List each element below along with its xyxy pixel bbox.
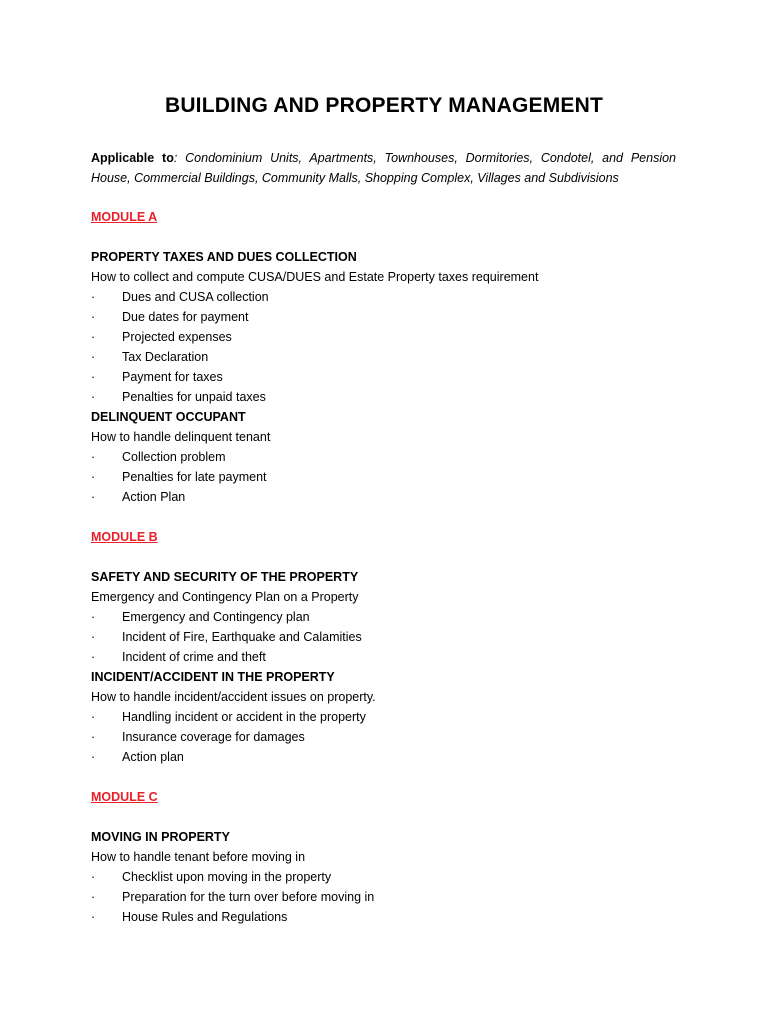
- bullet: ·: [91, 310, 96, 324]
- section-subheading: How to handle tenant before moving in: [91, 850, 306, 864]
- bullet: ·: [91, 710, 96, 724]
- bullet: ·: [91, 750, 96, 764]
- list-item: · Checklist upon moving in the property: [0, 867, 768, 887]
- list-item: · Preparation for the turn over before moving in: [0, 887, 768, 907]
- applicable-paragraph: [91, 148, 676, 188]
- list-item: · Action plan: [0, 747, 768, 767]
- list-item: · Incident of Fire, Earthquake and Calamities: [0, 627, 768, 647]
- section-heading: DELINQUENT OCCUPANT: [91, 410, 246, 424]
- bullet: ·: [91, 490, 96, 504]
- bullet: ·: [91, 610, 96, 624]
- bullet: ·: [91, 290, 96, 304]
- list-item: · House Rules and Regulations: [0, 907, 768, 927]
- bullet: ·: [91, 450, 96, 464]
- list-item: · Projected expenses: [0, 327, 768, 347]
- bullet: ·: [91, 630, 96, 644]
- list-item: · Tax Declaration: [0, 347, 768, 367]
- list-item: · Due dates for payment: [0, 307, 768, 327]
- section-heading: SAFETY AND SECURITY OF THE PROPERTY: [91, 570, 359, 584]
- list-item: · Collection problem: [0, 447, 768, 467]
- bullet: ·: [91, 890, 96, 904]
- module-a-label: MODULE A: [91, 210, 158, 224]
- applicable-lead: Applicable to: [91, 151, 174, 165]
- list-item: · Penalties for unpaid taxes: [0, 387, 768, 407]
- page-title: BUILDING AND PROPERTY MANAGEMENT: [164, 94, 604, 117]
- list-item: · Insurance coverage for damages: [0, 727, 768, 747]
- module-c-section-moving: [0, 827, 768, 927]
- list-item: · Incident of crime and theft: [0, 647, 768, 667]
- section-subheading: Emergency and Contingency Plan on a Property: [91, 590, 359, 604]
- bullet: ·: [91, 350, 96, 364]
- module-c-label: MODULE C: [91, 790, 158, 804]
- bullet: ·: [91, 730, 96, 744]
- section-subheading: How to handle delinquent tenant: [91, 430, 271, 444]
- bullet: ·: [91, 370, 96, 384]
- section-subheading: How to handle incident/accident issues on property.: [91, 690, 376, 704]
- bullet: ·: [91, 910, 96, 924]
- module-b-section-safety: [0, 567, 768, 767]
- list-item: · Handling incident or accident in the property: [0, 707, 768, 727]
- section-heading: INCIDENT/ACCIDENT IN THE PROPERTY: [91, 670, 335, 684]
- section-subheading: How to collect and compute CUSA/DUES and Estate Property taxes requirement: [91, 270, 539, 284]
- list-item: · Payment for taxes: [0, 367, 768, 387]
- list-item: · Action Plan: [0, 487, 768, 507]
- bullet: ·: [91, 650, 96, 664]
- bullet: ·: [91, 330, 96, 344]
- bullet: ·: [91, 870, 96, 884]
- applicable-text: : Condominium Units, Apartments, Townhouses, Dormitories, Condotel, and Pension House, Commercial Buildings, Community Malls, Shopping Complex, Villages and Subdivisions: [91, 151, 677, 185]
- section-heading: PROPERTY TAXES AND DUES COLLECTION: [91, 250, 357, 264]
- section-heading: MOVING IN PROPERTY: [91, 830, 230, 844]
- module-b-label: MODULE B: [91, 530, 158, 544]
- bullet: ·: [91, 470, 96, 484]
- list-item: · Dues and CUSA collection: [0, 287, 768, 307]
- bullet: ·: [91, 390, 96, 404]
- list-item: · Penalties for late payment: [0, 467, 768, 487]
- list-item: · Emergency and Contingency plan: [0, 607, 768, 627]
- module-a-section-taxes: [0, 247, 768, 507]
